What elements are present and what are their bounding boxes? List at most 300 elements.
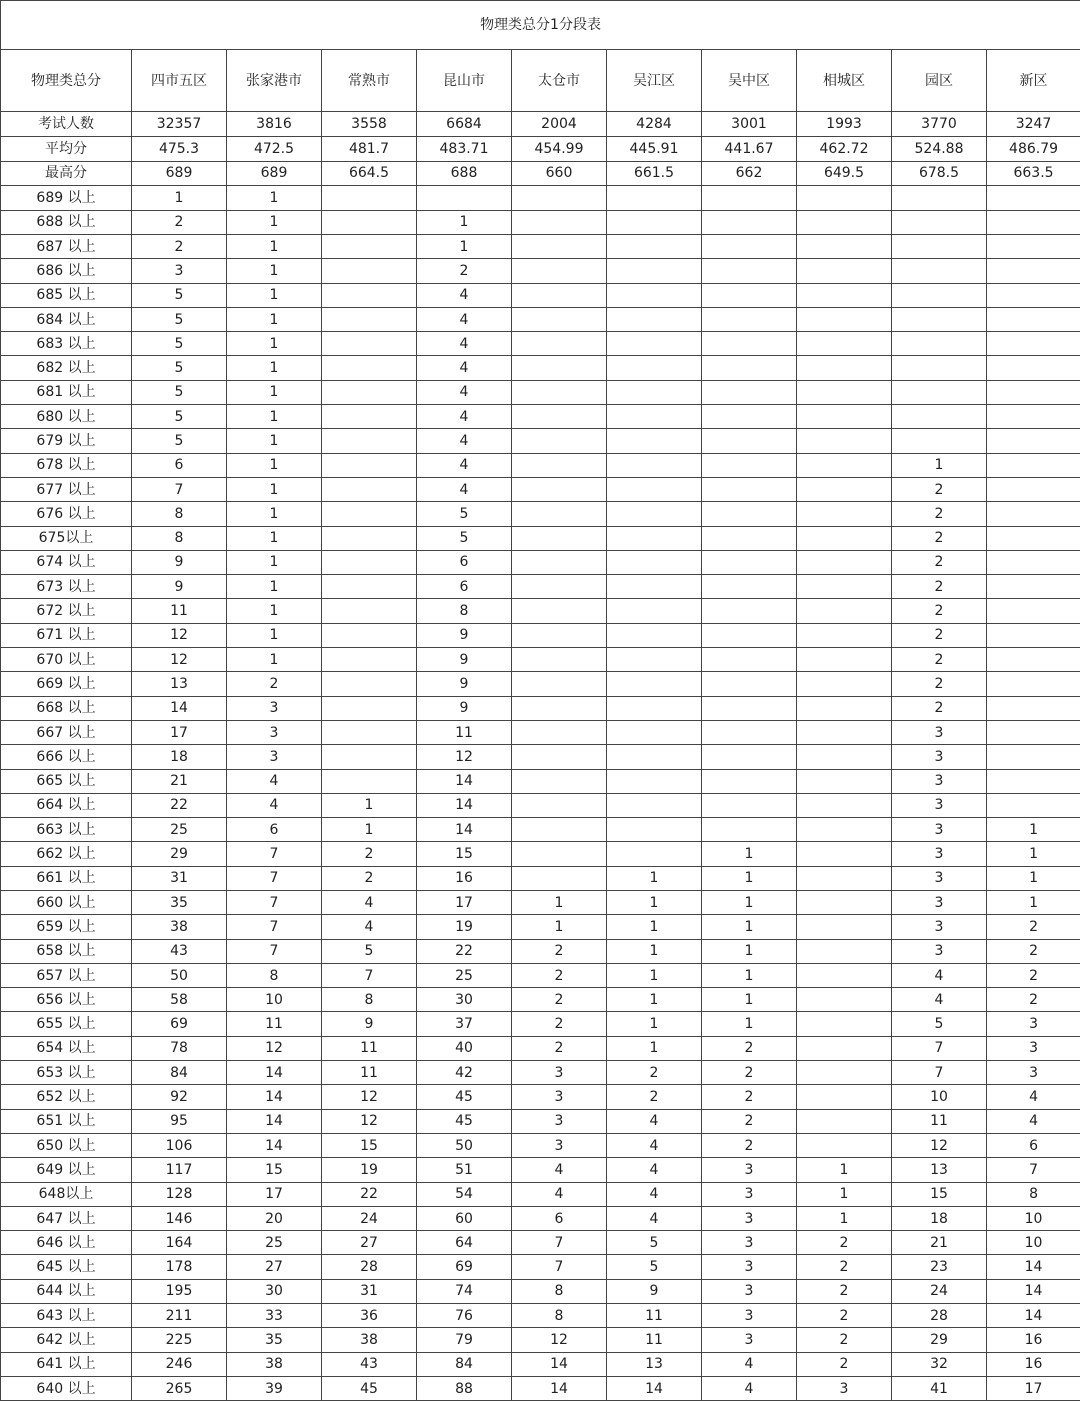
count-cell <box>702 356 797 380</box>
count-cell: 24 <box>892 1279 987 1303</box>
score-threshold-cell: 679 以上 <box>1 429 132 453</box>
count-cell: 35 <box>132 891 227 915</box>
count-cell: 2 <box>892 550 987 574</box>
count-cell <box>607 502 702 526</box>
count-cell: 5 <box>132 380 227 404</box>
count-cell <box>797 1036 892 1060</box>
count-cell <box>987 429 1080 453</box>
score-threshold-cell: 681 以上 <box>1 380 132 404</box>
count-cell: 50 <box>417 1133 512 1157</box>
table-row <box>1 1255 1080 1279</box>
stat-cell: 475.3 <box>132 136 227 161</box>
count-cell: 4 <box>417 283 512 307</box>
count-cell: 2 <box>797 1279 892 1303</box>
count-cell <box>987 283 1080 307</box>
count-cell: 4 <box>322 915 417 939</box>
count-cell <box>322 575 417 599</box>
count-cell <box>892 307 987 331</box>
count-cell: 5 <box>132 332 227 356</box>
count-cell: 4 <box>987 1109 1080 1133</box>
score-threshold-cell: 674 以上 <box>1 550 132 574</box>
count-cell: 3 <box>702 1328 797 1352</box>
count-cell: 2 <box>132 210 227 234</box>
count-cell <box>797 866 892 890</box>
count-cell: 4 <box>512 1158 607 1182</box>
count-cell: 17 <box>227 1182 322 1206</box>
count-cell <box>987 234 1080 258</box>
count-cell <box>607 599 702 623</box>
count-cell <box>512 575 607 599</box>
count-cell: 3 <box>227 696 322 720</box>
score-threshold-cell: 663 以上 <box>1 818 132 842</box>
count-cell <box>607 186 702 210</box>
count-cell: 1 <box>227 234 322 258</box>
count-cell: 2 <box>987 915 1080 939</box>
count-cell: 16 <box>417 866 512 890</box>
count-cell: 1 <box>607 988 702 1012</box>
count-cell <box>322 720 417 744</box>
score-threshold-cell: 678 以上 <box>1 453 132 477</box>
count-cell <box>702 526 797 550</box>
score-threshold-cell: 675以上 <box>1 526 132 550</box>
count-cell: 19 <box>417 915 512 939</box>
count-cell <box>987 477 1080 501</box>
count-cell: 21 <box>132 769 227 793</box>
score-threshold-cell: 657 以上 <box>1 963 132 987</box>
table-row <box>1 502 1080 526</box>
count-cell: 3 <box>892 842 987 866</box>
table-row <box>1 453 1080 477</box>
count-cell: 1 <box>227 550 322 574</box>
count-cell <box>797 720 892 744</box>
column-header-district: 太仓市 <box>512 50 607 112</box>
count-cell <box>322 745 417 769</box>
count-cell <box>702 648 797 672</box>
score-threshold-cell: 677 以上 <box>1 477 132 501</box>
count-cell <box>702 623 797 647</box>
stat-label: 最高分 <box>1 161 132 186</box>
count-cell <box>607 769 702 793</box>
count-cell: 14 <box>512 1376 607 1400</box>
count-cell: 1 <box>227 526 322 550</box>
score-threshold-cell: 652 以上 <box>1 1085 132 1109</box>
count-cell: 54 <box>417 1182 512 1206</box>
count-cell: 1 <box>322 818 417 842</box>
count-cell: 2 <box>702 1085 797 1109</box>
stat-cell: 664.5 <box>322 161 417 186</box>
count-cell: 1 <box>227 477 322 501</box>
count-cell <box>512 405 607 429</box>
count-cell: 3 <box>892 818 987 842</box>
count-cell <box>702 234 797 258</box>
count-cell: 2 <box>987 939 1080 963</box>
count-cell <box>322 259 417 283</box>
count-cell <box>702 502 797 526</box>
count-cell: 12 <box>892 1133 987 1157</box>
count-cell <box>512 648 607 672</box>
count-cell: 12 <box>512 1328 607 1352</box>
stat-cell: 663.5 <box>987 161 1080 186</box>
count-cell: 225 <box>132 1328 227 1352</box>
score-threshold-cell: 651 以上 <box>1 1109 132 1133</box>
count-cell: 92 <box>132 1085 227 1109</box>
table-row <box>1 623 1080 647</box>
score-threshold-cell: 654 以上 <box>1 1036 132 1060</box>
count-cell <box>797 210 892 234</box>
count-cell: 3 <box>797 1376 892 1400</box>
count-cell: 2 <box>607 1061 702 1085</box>
count-cell: 12 <box>322 1085 417 1109</box>
count-cell: 6 <box>417 550 512 574</box>
count-cell <box>987 210 1080 234</box>
count-cell: 8 <box>417 599 512 623</box>
count-cell: 3 <box>892 720 987 744</box>
table-row <box>1 842 1080 866</box>
count-cell <box>797 405 892 429</box>
count-cell: 14 <box>227 1133 322 1157</box>
count-cell: 1 <box>417 234 512 258</box>
count-cell <box>987 575 1080 599</box>
count-cell: 30 <box>417 988 512 1012</box>
count-cell <box>322 623 417 647</box>
stat-cell: 3001 <box>702 112 797 137</box>
count-cell <box>512 745 607 769</box>
count-cell <box>797 648 892 672</box>
count-cell: 5 <box>322 939 417 963</box>
count-cell: 3 <box>987 1012 1080 1036</box>
table-row <box>1 696 1080 720</box>
count-cell <box>987 623 1080 647</box>
count-cell <box>892 356 987 380</box>
count-cell <box>702 575 797 599</box>
stat-row <box>1 161 1080 186</box>
table-row <box>1 963 1080 987</box>
count-cell <box>987 380 1080 404</box>
count-cell: 1 <box>797 1182 892 1206</box>
count-cell: 9 <box>417 648 512 672</box>
count-cell <box>797 283 892 307</box>
stat-cell: 6684 <box>417 112 512 137</box>
count-cell: 2 <box>892 648 987 672</box>
score-threshold-cell: 647 以上 <box>1 1206 132 1230</box>
stat-cell: 3558 <box>322 112 417 137</box>
count-cell <box>702 550 797 574</box>
count-cell: 4 <box>417 405 512 429</box>
count-cell: 9 <box>417 672 512 696</box>
count-cell: 4 <box>227 793 322 817</box>
count-cell <box>607 477 702 501</box>
count-cell: 4 <box>322 891 417 915</box>
count-cell: 4 <box>892 963 987 987</box>
table-row <box>1 866 1080 890</box>
table-row <box>1 186 1080 210</box>
count-cell: 6 <box>417 575 512 599</box>
count-cell: 31 <box>132 866 227 890</box>
count-cell: 25 <box>227 1231 322 1255</box>
table-row <box>1 1133 1080 1157</box>
score-threshold-cell: 640 以上 <box>1 1376 132 1400</box>
count-cell: 1 <box>607 1036 702 1060</box>
score-threshold-cell: 682 以上 <box>1 356 132 380</box>
count-cell <box>512 866 607 890</box>
count-cell <box>607 429 702 453</box>
count-cell: 7 <box>892 1036 987 1060</box>
count-cell: 1 <box>702 891 797 915</box>
count-cell: 1 <box>227 380 322 404</box>
count-cell: 23 <box>892 1255 987 1279</box>
count-cell <box>322 234 417 258</box>
count-cell <box>892 380 987 404</box>
count-cell: 3 <box>892 793 987 817</box>
table-row <box>1 1231 1080 1255</box>
count-cell: 3 <box>702 1304 797 1328</box>
stat-row <box>1 136 1080 161</box>
count-cell: 1 <box>227 623 322 647</box>
count-cell: 18 <box>132 745 227 769</box>
count-cell: 4 <box>417 477 512 501</box>
count-cell: 5 <box>132 405 227 429</box>
stat-cell: 462.72 <box>797 136 892 161</box>
stat-cell: 649.5 <box>797 161 892 186</box>
table-row <box>1 1206 1080 1230</box>
table-row <box>1 1279 1080 1303</box>
score-threshold-cell: 656 以上 <box>1 988 132 1012</box>
count-cell: 178 <box>132 1255 227 1279</box>
count-cell: 2 <box>797 1231 892 1255</box>
count-cell: 3 <box>512 1109 607 1133</box>
count-cell <box>512 477 607 501</box>
column-header-district: 张家港市 <box>227 50 322 112</box>
count-cell: 38 <box>322 1328 417 1352</box>
count-cell <box>702 405 797 429</box>
count-cell: 7 <box>132 477 227 501</box>
count-cell: 3 <box>892 939 987 963</box>
count-cell: 17 <box>417 891 512 915</box>
count-cell: 4 <box>227 769 322 793</box>
count-cell <box>322 332 417 356</box>
count-cell: 211 <box>132 1304 227 1328</box>
count-cell <box>797 1133 892 1157</box>
count-cell <box>987 332 1080 356</box>
count-cell: 27 <box>322 1231 417 1255</box>
stat-cell: 483.71 <box>417 136 512 161</box>
count-cell: 1 <box>797 1158 892 1182</box>
count-cell: 7 <box>227 842 322 866</box>
count-cell: 14 <box>227 1109 322 1133</box>
count-cell: 5 <box>892 1012 987 1036</box>
count-cell: 1 <box>227 356 322 380</box>
count-cell: 2 <box>702 1061 797 1085</box>
table-row <box>1 769 1080 793</box>
table-title: 物理类总分1分段表 <box>1 1 1080 50</box>
count-cell: 14 <box>512 1352 607 1376</box>
count-cell: 2 <box>322 842 417 866</box>
score-threshold-cell: 662 以上 <box>1 842 132 866</box>
count-cell <box>892 234 987 258</box>
count-cell: 3 <box>512 1133 607 1157</box>
count-cell: 1 <box>702 842 797 866</box>
count-cell <box>512 526 607 550</box>
count-cell: 19 <box>322 1158 417 1182</box>
count-cell: 8 <box>227 963 322 987</box>
score-threshold-cell: 655 以上 <box>1 1012 132 1036</box>
count-cell <box>512 186 607 210</box>
count-cell <box>702 453 797 477</box>
count-cell <box>987 550 1080 574</box>
count-cell: 4 <box>417 429 512 453</box>
count-cell: 12 <box>227 1036 322 1060</box>
count-cell <box>702 672 797 696</box>
table-row <box>1 259 1080 283</box>
count-cell: 14 <box>417 793 512 817</box>
count-cell: 74 <box>417 1279 512 1303</box>
count-cell: 146 <box>132 1206 227 1230</box>
stat-cell: 486.79 <box>987 136 1080 161</box>
stat-cell: 689 <box>132 161 227 186</box>
table-row <box>1 988 1080 1012</box>
count-cell <box>892 332 987 356</box>
count-cell: 2 <box>892 575 987 599</box>
count-cell: 95 <box>132 1109 227 1133</box>
count-cell <box>607 332 702 356</box>
table-row <box>1 405 1080 429</box>
count-cell: 20 <box>227 1206 322 1230</box>
count-cell: 11 <box>227 1012 322 1036</box>
count-cell: 4 <box>892 988 987 1012</box>
count-cell <box>797 891 892 915</box>
count-cell: 12 <box>417 745 512 769</box>
count-cell: 3 <box>892 866 987 890</box>
count-cell: 25 <box>132 818 227 842</box>
count-cell: 3 <box>702 1158 797 1182</box>
count-cell: 1 <box>227 283 322 307</box>
count-cell: 39 <box>227 1376 322 1400</box>
count-cell <box>797 477 892 501</box>
count-cell <box>607 648 702 672</box>
count-cell: 1 <box>702 915 797 939</box>
count-cell: 1 <box>892 453 987 477</box>
stat-label: 平均分 <box>1 136 132 161</box>
count-cell <box>797 575 892 599</box>
count-cell: 4 <box>607 1206 702 1230</box>
table-row <box>1 1158 1080 1182</box>
count-cell: 1 <box>702 866 797 890</box>
count-cell <box>322 526 417 550</box>
count-cell: 1 <box>607 866 702 890</box>
count-cell <box>607 405 702 429</box>
count-cell: 1 <box>512 915 607 939</box>
count-cell: 2 <box>797 1255 892 1279</box>
count-cell: 24 <box>322 1206 417 1230</box>
count-cell: 9 <box>322 1012 417 1036</box>
count-cell: 3 <box>227 745 322 769</box>
count-cell: 5 <box>417 526 512 550</box>
score-threshold-cell: 669 以上 <box>1 672 132 696</box>
count-cell: 4 <box>417 380 512 404</box>
count-cell: 43 <box>322 1352 417 1376</box>
stat-row <box>1 112 1080 137</box>
stat-cell: 524.88 <box>892 136 987 161</box>
count-cell: 14 <box>227 1061 322 1085</box>
count-cell: 41 <box>892 1376 987 1400</box>
count-cell <box>512 696 607 720</box>
count-cell: 1 <box>607 1012 702 1036</box>
count-cell: 1 <box>987 866 1080 890</box>
stat-cell: 472.5 <box>227 136 322 161</box>
score-threshold-cell: 660 以上 <box>1 891 132 915</box>
count-cell <box>797 234 892 258</box>
column-header-district: 四市五区 <box>132 50 227 112</box>
count-cell: 10 <box>987 1206 1080 1230</box>
count-cell: 8 <box>512 1304 607 1328</box>
count-cell <box>322 769 417 793</box>
count-cell: 3 <box>702 1231 797 1255</box>
table-row <box>1 720 1080 744</box>
count-cell: 28 <box>892 1304 987 1328</box>
table-row <box>1 818 1080 842</box>
score-threshold-cell: 649 以上 <box>1 1158 132 1182</box>
count-cell: 14 <box>417 769 512 793</box>
count-cell: 22 <box>132 793 227 817</box>
count-cell: 1 <box>702 1012 797 1036</box>
stat-cell: 3247 <box>987 112 1080 137</box>
count-cell <box>797 1085 892 1109</box>
count-cell <box>417 186 512 210</box>
count-cell: 7 <box>227 866 322 890</box>
count-cell: 4 <box>607 1158 702 1182</box>
count-cell <box>797 818 892 842</box>
count-cell <box>512 842 607 866</box>
count-cell: 2 <box>797 1304 892 1328</box>
count-cell: 58 <box>132 988 227 1012</box>
count-cell <box>797 963 892 987</box>
count-cell <box>797 745 892 769</box>
count-cell <box>702 259 797 283</box>
score-threshold-cell: 687 以上 <box>1 234 132 258</box>
count-cell: 14 <box>227 1085 322 1109</box>
stat-cell: 689 <box>227 161 322 186</box>
count-cell: 128 <box>132 1182 227 1206</box>
stat-cell: 481.7 <box>322 136 417 161</box>
count-cell: 45 <box>417 1109 512 1133</box>
count-cell <box>322 672 417 696</box>
stat-cell: 661.5 <box>607 161 702 186</box>
count-cell: 4 <box>607 1182 702 1206</box>
count-cell <box>322 648 417 672</box>
count-cell: 36 <box>322 1304 417 1328</box>
count-cell: 164 <box>132 1231 227 1255</box>
count-cell <box>607 307 702 331</box>
count-cell <box>322 453 417 477</box>
count-cell: 2 <box>512 1012 607 1036</box>
count-cell: 64 <box>417 1231 512 1255</box>
count-cell: 1 <box>227 648 322 672</box>
count-cell: 1 <box>227 575 322 599</box>
count-cell <box>702 429 797 453</box>
stat-cell: 3770 <box>892 112 987 137</box>
stat-cell: 662 <box>702 161 797 186</box>
column-header-district: 相城区 <box>797 50 892 112</box>
score-threshold-cell: 684 以上 <box>1 307 132 331</box>
count-cell <box>987 769 1080 793</box>
count-cell: 1 <box>227 210 322 234</box>
count-cell: 4 <box>607 1109 702 1133</box>
count-cell <box>892 186 987 210</box>
count-cell: 2 <box>702 1036 797 1060</box>
stat-cell: 3816 <box>227 112 322 137</box>
count-cell <box>512 283 607 307</box>
column-header-score: 物理类总分 <box>1 50 132 112</box>
